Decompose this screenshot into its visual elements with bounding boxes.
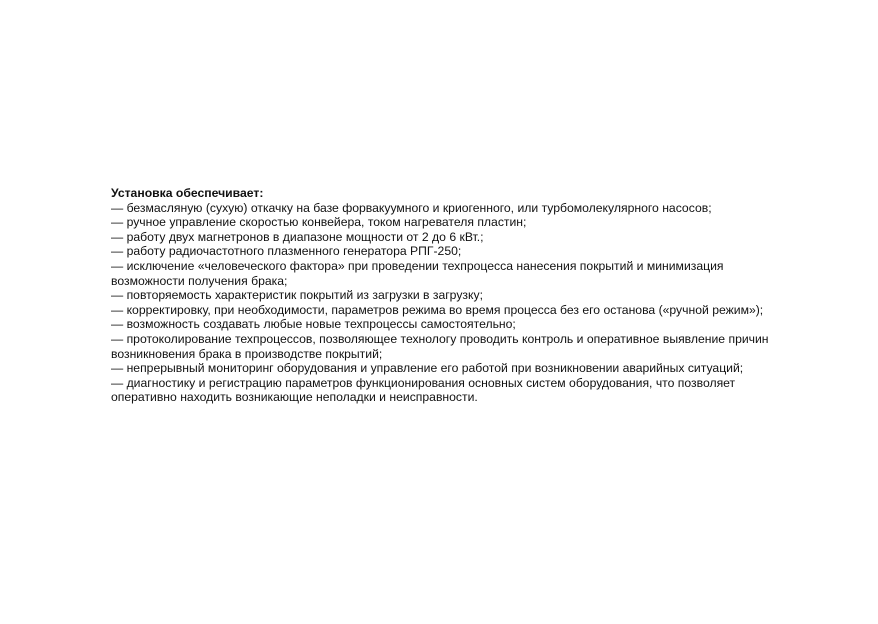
document-text-block — [111, 186, 791, 405]
feature-item-magnetrons: — работу двух магнетронов в диапазоне мощности от 2 до 6 кВт.; — [111, 229, 484, 244]
feature-item-oil-free-pumping: — безмасляную (сухую) откачку на базе форвакуумного и криогенного, или турбомолекулярного насосов; — [111, 200, 712, 215]
feature-list — [111, 201, 791, 405]
feature-item-parameter-correction: — корректировку, при необходимости, параметров режима во время процесса без его останова («ручной режим»); — [111, 302, 764, 317]
feature-item-process-logging: — протоколирование техпроцессов, позволяющее технологу проводить контроль и оперативное выявление причин возникновения брака в производстве покрытий; — [111, 331, 769, 361]
document-heading: Установка обеспечивает: — [111, 186, 264, 200]
feature-item-human-factor-exclusion: — исключение «человеческого фактора» при проведении техпроцесса нанесения покрытий и минимизация возможности получения брака; — [111, 258, 724, 288]
feature-item-manual-conveyor-control: — ручное управление скоростью конвейера, током нагревателя пластин; — [111, 215, 527, 230]
feature-item-repeatability: — повторяемость характеристик покрытий из загрузки в загрузку; — [111, 288, 483, 303]
feature-item-monitoring: — непрерывный мониторинг оборудования и управление его работой при возникновении аварийных ситуаций; — [111, 361, 744, 376]
feature-item-diagnostics: — диагностику и регистрацию параметров функционирования основных систем оборудования, что позволяет оперативно находить возникающие неполадки и неисправности. — [111, 375, 736, 405]
feature-item-new-processes: — возможность создавать любые новые техпроцессы самостоятельно; — [111, 317, 516, 332]
feature-item-rf-plasma-generator: — работу радиочастотного плазменного генератора РПГ-250; — [111, 244, 462, 259]
